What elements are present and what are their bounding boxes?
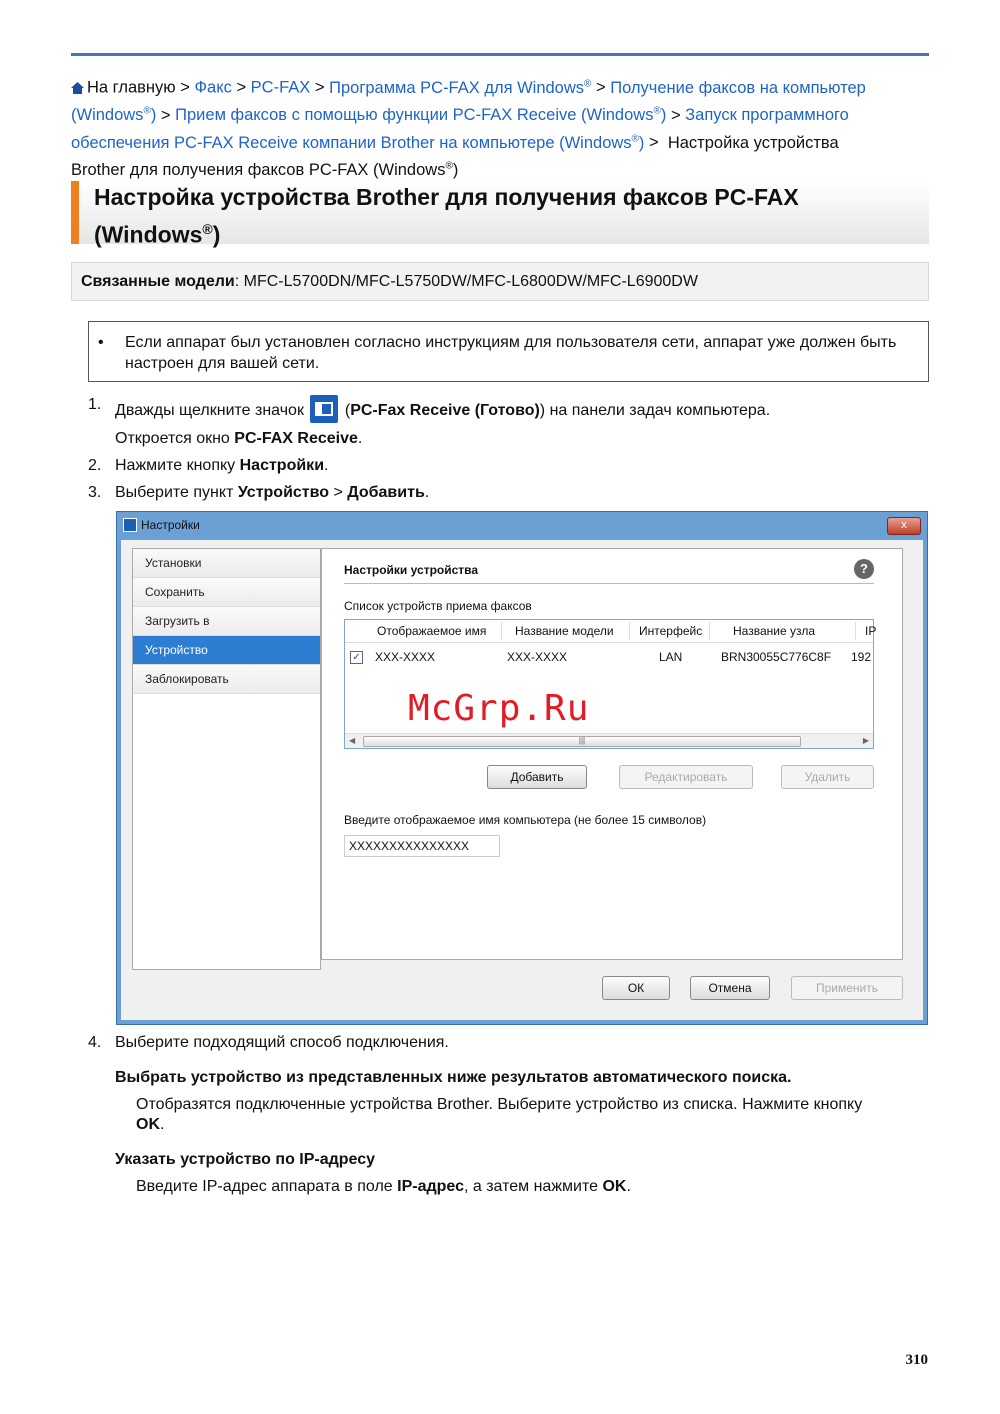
col-interface[interactable]: Интерфейс — [639, 624, 703, 638]
col-model[interactable]: Название модели — [515, 624, 614, 638]
settings-dialog — [116, 511, 928, 1025]
option-ip-text: Введите IP-адрес аппарата в поле IP-адрес, а затем нажмите OK. — [136, 1178, 631, 1195]
breadcrumb-pcfax-receive[interactable]: Прием факсов с помощью функции PC-FAX Receive (Windows®) — [175, 105, 667, 124]
nav-item-save[interactable]: Сохранить — [133, 578, 320, 607]
col-node-name[interactable]: Название узла — [733, 624, 816, 638]
option-auto-search-text: Отобразятся подключенные устройства Brother. Выберите устройство из списка. Нажмите кнопку OK. — [136, 1096, 863, 1133]
home-icon — [71, 82, 84, 94]
ok-button[interactable]: ОК — [602, 976, 670, 1000]
page-title: Настройка устройства Brother для получения факсов PC-FAX (Windows®) — [94, 184, 799, 248]
nav-item-load[interactable]: Загрузить в — [133, 607, 320, 636]
scroll-thumb[interactable]: ||| — [363, 736, 801, 747]
pane-title: Настройки устройства — [344, 563, 479, 577]
breadcrumb-launch-receive[interactable]: Запуск программного обеспечения PC-FAX Receive компании Brother на компьютере (Windows®) — [71, 106, 849, 152]
device-settings-pane — [321, 548, 903, 960]
dialog-title: Настройки — [123, 518, 200, 532]
scroll-left-icon[interactable]: ◀ — [349, 736, 356, 745]
computer-name-label: Введите отображаемое имя компьютера (не более 15 символов) — [344, 813, 707, 827]
col-ip[interactable]: IP — [865, 624, 877, 638]
page-number: 310 — [905, 1352, 928, 1368]
scroll-right-icon[interactable]: ▶ — [862, 736, 869, 745]
breadcrumb-pcfax-windows[interactable]: Программа PC-FAX для Windows® — [329, 78, 592, 97]
note-text: Если аппарат был установлен согласно инструкциям для пользователя сети, аппарат уже должен быть настроен для вашей сети. — [125, 334, 897, 372]
option-auto-search-title: Выбрать устройство из представленных ниже результатов автоматического поиска. — [115, 1069, 792, 1086]
computer-name-input[interactable]: XXXXXXXXXXXXXXX — [344, 835, 500, 857]
top-rule — [71, 53, 929, 56]
breadcrumb-fax[interactable]: Факс — [194, 78, 232, 97]
breadcrumb: На главную > Факс > PC-FAX > Программа PC-FAX для Windows® > Получение факсов на компьютер (Windows®) > Прием факсов с помощью функции PC-FAX Receive (Windows®) > Запуск программного обеспечения PC-FAX Receive компании Brother на компьютере (Windows®) > Настройка устройства Brother для получения факсов PC-FAX (Windows®) — [71, 78, 866, 179]
option-ip-title: Указать устройство по IP-адресу — [115, 1151, 376, 1168]
close-button[interactable]: x — [887, 517, 921, 535]
related-models: Связанные модели: MFC-L5700DN/MFC-L5750DW/MFC-L6800DW/MFC-L6900DW — [71, 262, 929, 301]
app-icon — [123, 518, 137, 532]
delete-button[interactable]: Удалить — [781, 765, 874, 789]
breadcrumb-receive-computer[interactable]: Получение факсов на компьютер (Windows®) — [71, 78, 866, 124]
dialog-body — [121, 540, 923, 1020]
help-icon[interactable]: ? — [854, 559, 874, 579]
col-display-name[interactable]: Отображаемое имя — [377, 624, 487, 638]
watermark: McGrp.Ru — [408, 688, 590, 729]
header-accent-bar — [71, 181, 79, 244]
cancel-button[interactable]: Отмена — [690, 976, 770, 1000]
breadcrumb-pcfax[interactable]: PC-FAX — [250, 78, 311, 97]
device-list[interactable]: Отображаемое имя Название модели Интерфейс Название узла IP ✓ XXX-XXXX XXX-XXXX LAN BRN30055C776C8F 192 ◀ ||| ▶ — [344, 619, 874, 749]
note-box: • Если аппарат был установлен согласно инструкциям для пользователя сети, аппарат уже должен быть настроен для вашей сети. — [88, 321, 929, 382]
nav-item-install[interactable]: Установки — [133, 549, 320, 578]
add-button[interactable]: Добавить — [487, 765, 587, 789]
settings-nav — [132, 548, 321, 970]
device-list-header — [345, 620, 877, 643]
breadcrumb-home: На главную — [87, 78, 176, 97]
nav-item-lock[interactable]: Заблокировать — [133, 665, 320, 694]
apply-button[interactable]: Применить — [791, 976, 903, 1000]
breadcrumb-current: Настройка устройства Brother для получения факсов PC-FAX (Windows®) — [71, 133, 839, 179]
row-checkbox[interactable]: ✓ — [350, 651, 363, 664]
horizontal-scrollbar[interactable] — [345, 733, 873, 748]
section-header — [71, 181, 929, 248]
pcfax-receive-icon — [310, 395, 338, 423]
edit-button[interactable]: Редактировать — [619, 765, 753, 789]
device-list-label: Список устройств приема факсов — [344, 599, 532, 613]
nav-item-device[interactable]: Устройство — [133, 636, 320, 665]
